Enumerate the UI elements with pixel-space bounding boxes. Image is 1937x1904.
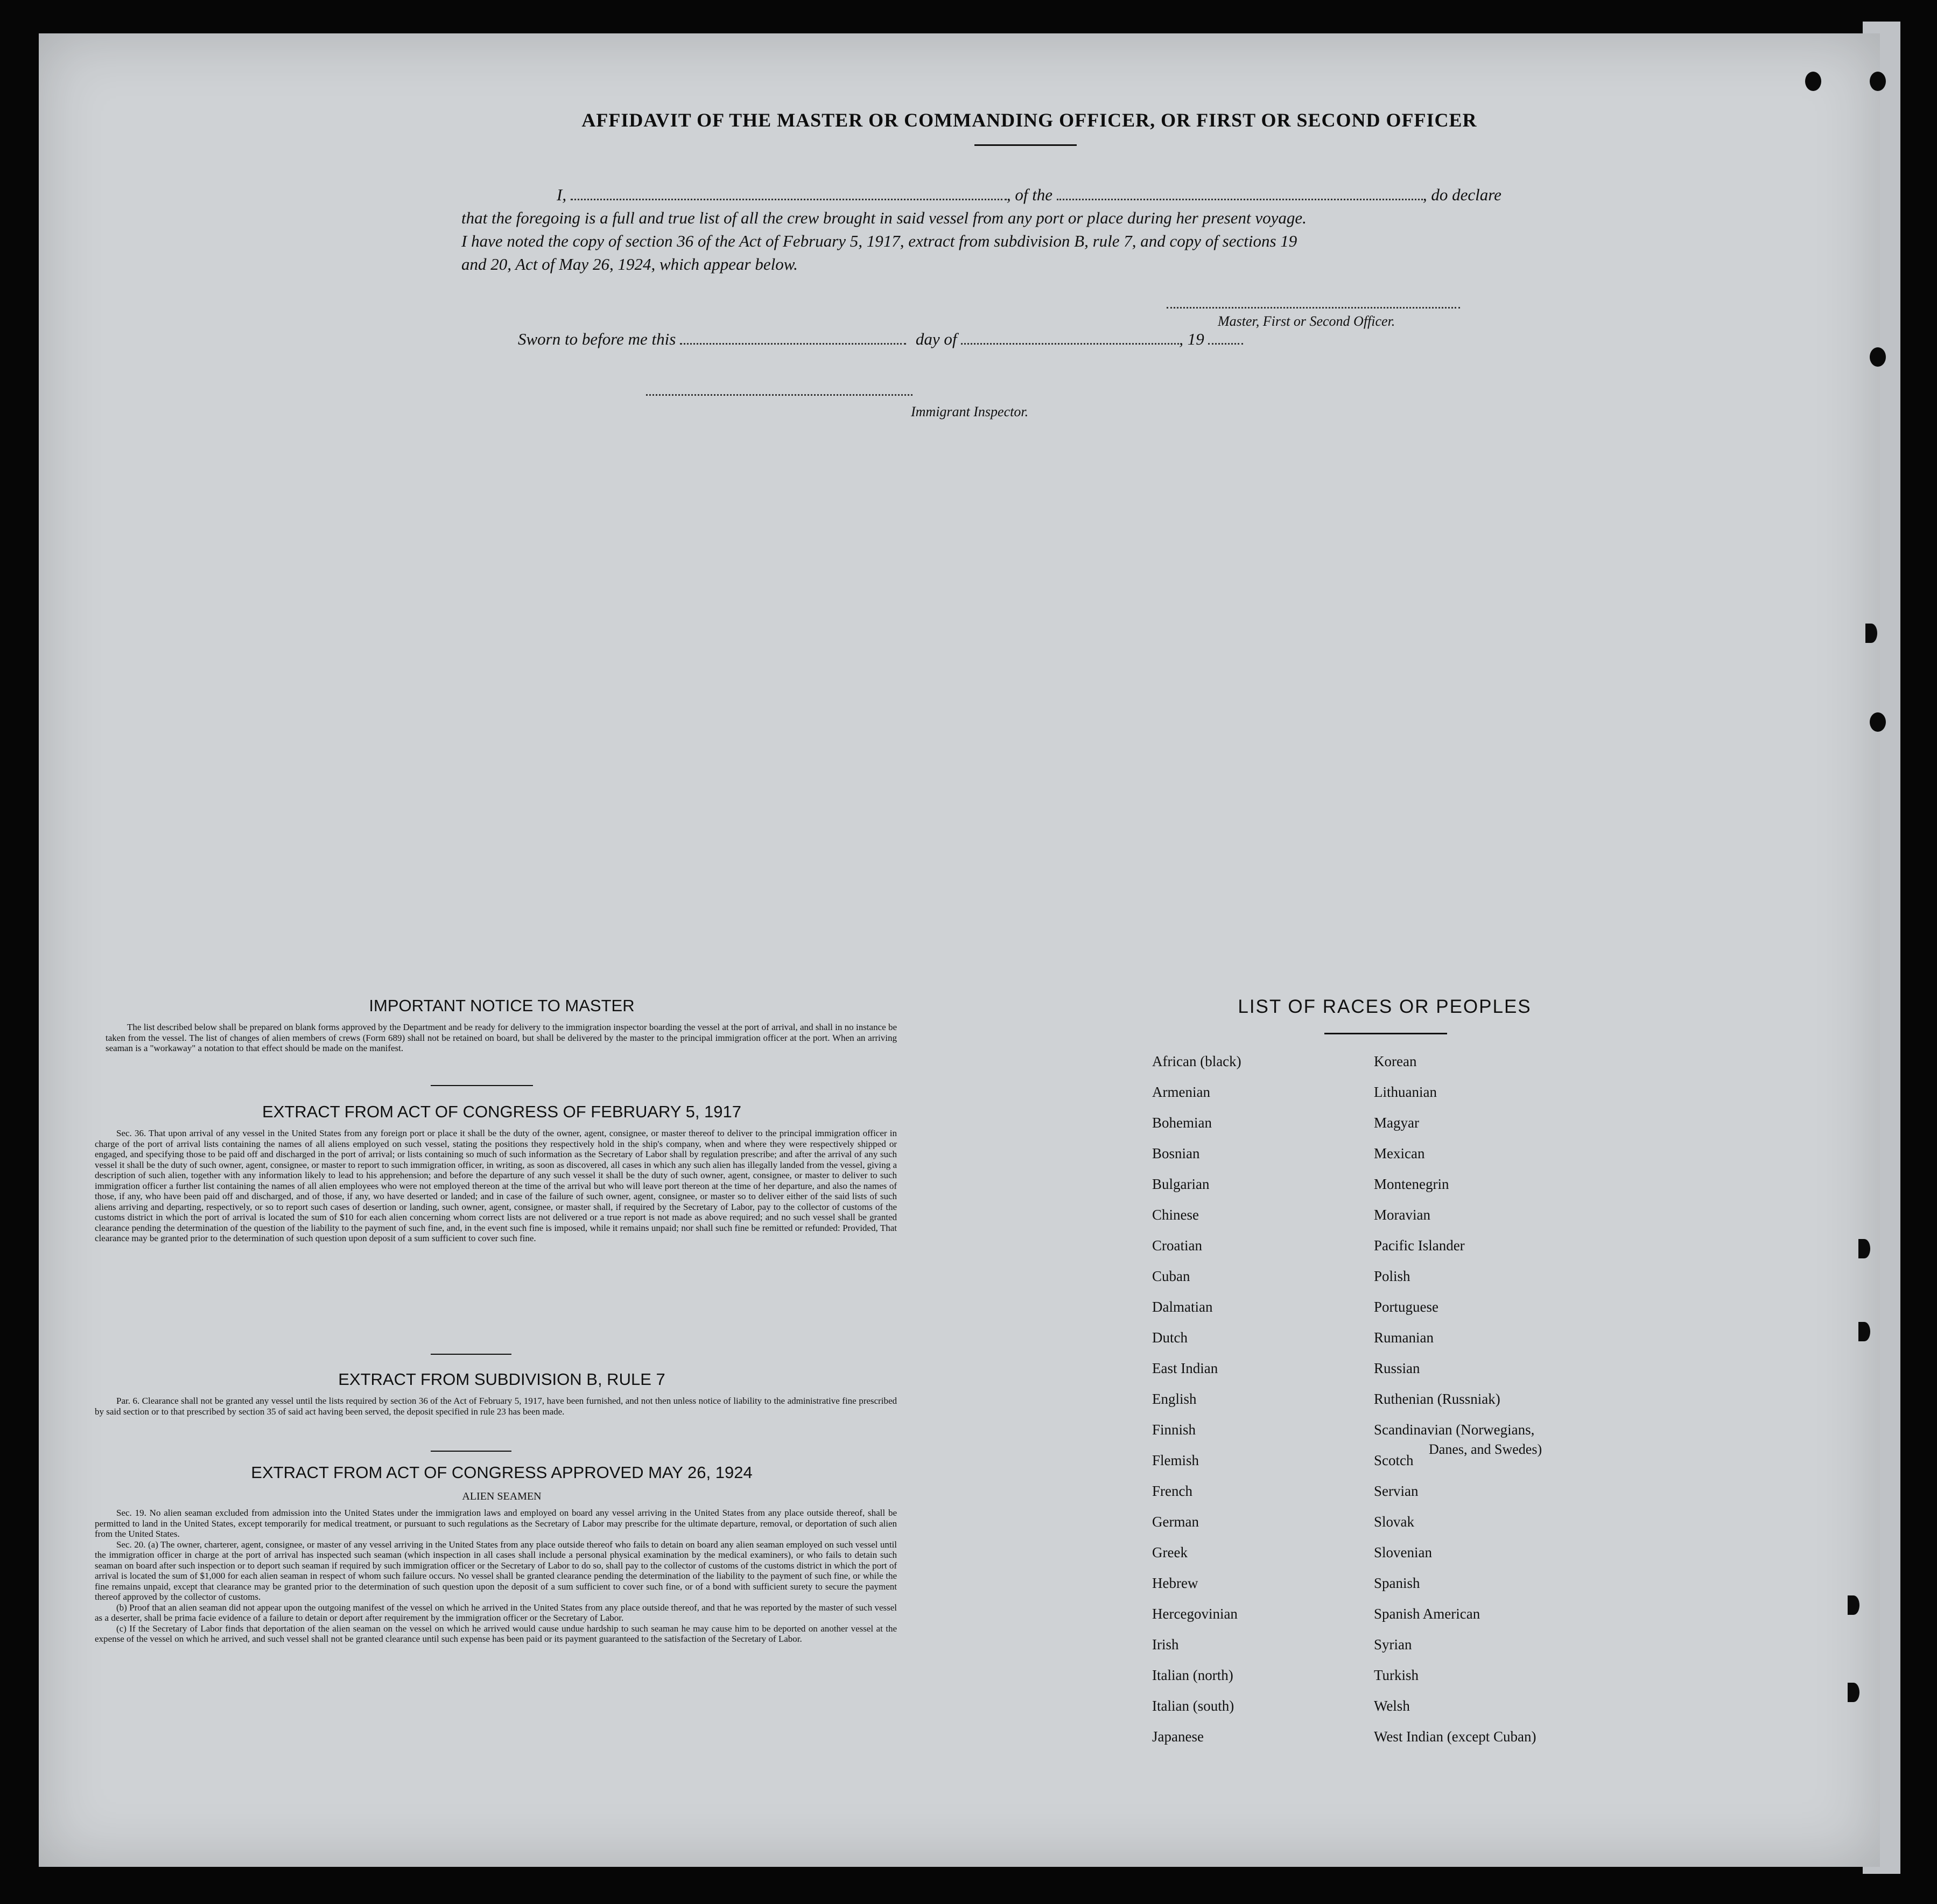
race-item: Greek	[1152, 1544, 1188, 1560]
race-item: Italian (north)	[1152, 1667, 1233, 1683]
races-title: LIST OF RACES OR PEOPLES	[1238, 996, 1532, 1017]
vessel-blank[interactable]	[1057, 198, 1423, 200]
race-item: Hebrew	[1152, 1575, 1198, 1591]
affidavit-title: AFFIDAVIT OF THE MASTER OR COMMANDING OFFICER, OR FIRST OR SECOND OFFICER	[581, 109, 1477, 131]
race-item: Croatian	[1152, 1237, 1202, 1254]
race-item: Lithuanian	[1374, 1084, 1437, 1100]
race-item: Hercegovinian	[1152, 1606, 1238, 1622]
binder-hole-icon	[1858, 1239, 1870, 1258]
binder-hole-icon	[1858, 1322, 1870, 1341]
race-item: Scotch	[1374, 1452, 1414, 1468]
notice-text: The list described below shall be prepared on blank forms approved by the Department and be ready for delivery to the immigration inspector boarding the vessel at the port of arrival, and shall in no instance be taken from the vessel. The list of changes of alien members of crews (Form 689) shall not be retained on board, but shall be delivered by the master to the principal immigration officer at the port. When an arriving seaman is a "workaway" a notation to that effect should be made on the manifest.	[106, 1022, 897, 1053]
affidavit-declaration-line	[519, 183, 1542, 206]
race-item: Scandinavian (Norwegians,	[1374, 1422, 1535, 1438]
race-item: Slovenian	[1374, 1544, 1432, 1560]
sec-20b-text: (b) Proof that an alien seaman did not appear upon the outgoing manifest of the vessel on which he arrived in the United States from any place outside thereof, and that he was reported by the master of such vessel as a deserter, shall be prima facie evidence of a failure to detain or deport after requirement by the immigration officer or the Secretary of Labor.	[95, 1602, 897, 1623]
races-left-column	[1152, 1046, 1362, 1752]
binder-hole-icon	[1870, 347, 1886, 367]
race-item: Cuban	[1152, 1268, 1190, 1284]
race-item: Portuguese	[1374, 1299, 1438, 1315]
extract-rule7-title: EXTRACT FROM SUBDIVISION B, RULE 7	[338, 1370, 665, 1389]
race-item: Bohemian	[1152, 1115, 1212, 1131]
extract-1924-title: EXTRACT FROM ACT OF CONGRESS APPROVED MAY 26, 1924	[251, 1463, 753, 1482]
binder-hole-icon	[1865, 624, 1877, 643]
extract-1917-text: Sec. 36. That upon arrival of any vessel in the United States from any foreign port or place it shall be the duty of the owner, agent, consignee, or master thereof to deliver to the principal immigration officer in charge of the port of arrival lists containing the names of all aliens employed on such vessel, stating the positions they respectively hold in the ship's company, when and where they were respectively shipped or engaged, and specifying those to be paid off and discharged in the port of arrival; or lists containing so much of such information as the Secretary of Labor shall by regulation prescribe; and after the arrival of any such vessel it shall be the duty of such owner, agent, consignee, or master to report to such immigration officer, in writing, as soon as discovered, all cases in which any such alien has illegally landed from the vessel, giving a description of such alien, together with any information likely to lead to his apprehension; and before the departure of any such vessel it shall be the duty of such owner, agent, consignee, or master to deliver to such immigration officer a further list containing the names of all alien employees who were not employed thereon at the time of the arrival but who will leave port thereon at the time of her departure, and also the names of those, if any, who have been paid off and discharged, and of those, if any, wo have deserted or landed; and in case of the failure of such owner, agent, consignee, or master so to deliver either of the said lists of such aliens arriving and departing, respectively, or so to report such cases of desertion or landing, such owner, agent, consignee, or master shall, if required by the Secretary of Labor, pay to the collector of customs of the customs district in which the port of arrival is located the sum of $10 for each alien concerning whom correct lists are not delivered or a true report is not made as above required; and no such vessel shall be granted clearance pending the determination of the question of the liability to the payment of such fine, and, in the event such fine is imposed, while it remains unpaid; nor shall such fine be remitted or refunded: Provided, That clearance may be granted prior to the determination of such question upon deposit of a sum sufficient to cover such fine.	[95, 1128, 897, 1243]
race-item: Spanish	[1374, 1575, 1420, 1591]
race-item: Dalmatian	[1152, 1299, 1213, 1315]
race-item: Slovak	[1374, 1514, 1415, 1530]
race-item: East Indian	[1152, 1360, 1218, 1376]
binder-hole-icon	[1870, 712, 1886, 732]
race-item: Russian	[1374, 1360, 1420, 1376]
race-item: Chinese	[1152, 1207, 1199, 1223]
race-item: Finnish	[1152, 1422, 1196, 1438]
affidavit-i-label: I,	[557, 185, 567, 204]
race-item: Japanese	[1152, 1728, 1204, 1745]
race-item: African (black)	[1152, 1053, 1241, 1069]
sworn-year-blank[interactable]	[1208, 342, 1243, 345]
extract-1917-rule	[431, 1354, 511, 1355]
affidavit-body-1: that the foregoing is a full and true list of all the crew brought in said vessel from any port or place during her present voyage.	[461, 208, 1307, 227]
race-item: West Indian (except Cuban)	[1374, 1728, 1536, 1745]
races-rule	[1324, 1033, 1447, 1034]
race-scandinavian-cont: Danes, and Swedes)	[1429, 1441, 1542, 1457]
race-item: Spanish American	[1374, 1606, 1480, 1622]
race-item: Rumanian	[1374, 1329, 1434, 1346]
extract-1924-body	[95, 1508, 897, 1644]
sworn-year: , 19	[1179, 330, 1204, 348]
sworn-day-of: day of	[915, 330, 957, 348]
race-item: Servian	[1374, 1483, 1419, 1499]
binder-hole-icon	[1848, 1595, 1859, 1615]
race-item: French	[1152, 1483, 1192, 1499]
title-underline	[974, 144, 1077, 146]
race-item: Italian (south)	[1152, 1698, 1234, 1714]
race-item: English	[1152, 1391, 1197, 1407]
binder-hole-icon	[1870, 72, 1886, 91]
race-item: Ruthenian (Russniak)	[1374, 1391, 1500, 1407]
race-item: Polish	[1374, 1268, 1410, 1284]
race-item: Magyar	[1374, 1115, 1419, 1131]
binder-hole-icon	[1848, 1683, 1859, 1702]
race-item: Korean	[1374, 1053, 1417, 1069]
affidavit-body-2: I have noted the copy of section 36 of the Act of February 5, 1917, extract from subdivision B, rule 7, and copy of sections 19	[461, 232, 1297, 250]
race-item: Moravian	[1374, 1207, 1430, 1223]
affidavit-body-3: and 20, Act of May 26, 1924, which appear below.	[461, 255, 798, 274]
sworn-day-blank[interactable]	[680, 342, 906, 345]
sec-20c-text: (c) If the Secretary of Labor finds that deportation of the alien seaman on the vessel on which he arrived would cause undue hardship to such seaman he may cause him to be deported on another vessel at the expense of the vessel on which he arrived, and such vessel shall not be granted clearance until such expense has been paid or its payment guaranteed to the satisfaction of the Secretary of Labor.	[95, 1623, 897, 1644]
race-item: Bosnian	[1152, 1145, 1200, 1161]
race-item: Montenegrin	[1374, 1176, 1449, 1192]
race-item: Pacific Islander	[1374, 1237, 1465, 1254]
race-item: Flemish	[1152, 1452, 1199, 1468]
bleed-through-heading	[1331, 44, 1340, 81]
race-item: Mexican	[1374, 1145, 1425, 1161]
race-item: German	[1152, 1514, 1199, 1530]
race-item: Turkish	[1374, 1667, 1419, 1683]
alien-seamen-subtitle: ALIEN SEAMEN	[462, 1490, 542, 1502]
form-page	[39, 33, 1880, 1867]
sec-19-text: Sec. 19. No alien seaman excluded from admission into the United States under the immigration laws and employed on board any vessel arriving in the United States from any place outside thereof, shall be permitted to land in the United States, except temporarily for medical treatment, or pursuant to such regulations as the Secretary of Labor may prescribe for the ultimate departure, removal, or deportation of such alien from the United States.	[95, 1508, 897, 1539]
extract-rule7-rule	[431, 1451, 511, 1452]
race-item: Bulgarian	[1152, 1176, 1210, 1192]
extract-1917-title: EXTRACT FROM ACT OF CONGRESS OF FEBRUARY 5, 1917	[262, 1102, 742, 1121]
sworn-line	[518, 327, 1487, 351]
race-item: Dutch	[1152, 1329, 1188, 1346]
race-item: Welsh	[1374, 1698, 1410, 1714]
inspector-label: Immigrant Inspector.	[911, 404, 1029, 419]
sworn-prefix: Sworn to before me this	[518, 330, 676, 348]
master-signature-line[interactable]	[1167, 307, 1460, 309]
of-the-label: , of the	[1006, 185, 1053, 204]
race-item: Irish	[1152, 1636, 1179, 1653]
sec-20a-text: Sec. 20. (a) The owner, charterer, agent, consignee, or master of any vessel arriving in the United States from any place outside thereof who fails to detain on board any alien seaman employed on such vessel until the immigration officer in charge at the port of arrival has inspected such seaman (which inspection in all cases shall include a personal physical examination by the medical examiners), or who fails to detain such seaman on board after such inspection or to deport such seaman if required by such immigration officer or the Secretary of Labor to do so, shall pay to the collector of customs of the customs district in which the port of arrival is located the sum of $1,000 for each alien seaman in respect of whom such failure occurs. No vessel shall be granted clearance pending the determination of the liability to the payment of such fine, or while the fine remains unpaid, except that clearance may be granted prior to the determination of such question upon the deposit of a sum sufficient to cover such fine, or of a bond with sufficient surety to secure the payment thereof approved by the collector of customs.	[95, 1539, 897, 1602]
race-item: Armenian	[1152, 1084, 1210, 1100]
inspector-signature-line[interactable]	[646, 394, 913, 396]
races-right-column	[1374, 1046, 1622, 1752]
notice-rule	[431, 1085, 533, 1086]
name-blank[interactable]	[571, 198, 1007, 200]
sworn-month-blank[interactable]	[961, 342, 1179, 345]
race-item: Syrian	[1374, 1636, 1412, 1653]
do-declare-label: , do declare	[1422, 185, 1501, 204]
binder-hole-icon	[1805, 72, 1821, 91]
extract-rule7-text: Par. 6. Clearance shall not be granted any vessel until the lists required by section 36 of the Act of February 5, 1917, have been furnished, and not then unless notice of liability to the administrative fine prescribed by said section or to that prescribed by section 35 of said act having been served, the deposit specified in rule 23 has been made.	[95, 1396, 897, 1417]
notice-title: IMPORTANT NOTICE TO MASTER	[369, 996, 635, 1015]
master-label: Master, First or Second Officer.	[1218, 313, 1395, 329]
